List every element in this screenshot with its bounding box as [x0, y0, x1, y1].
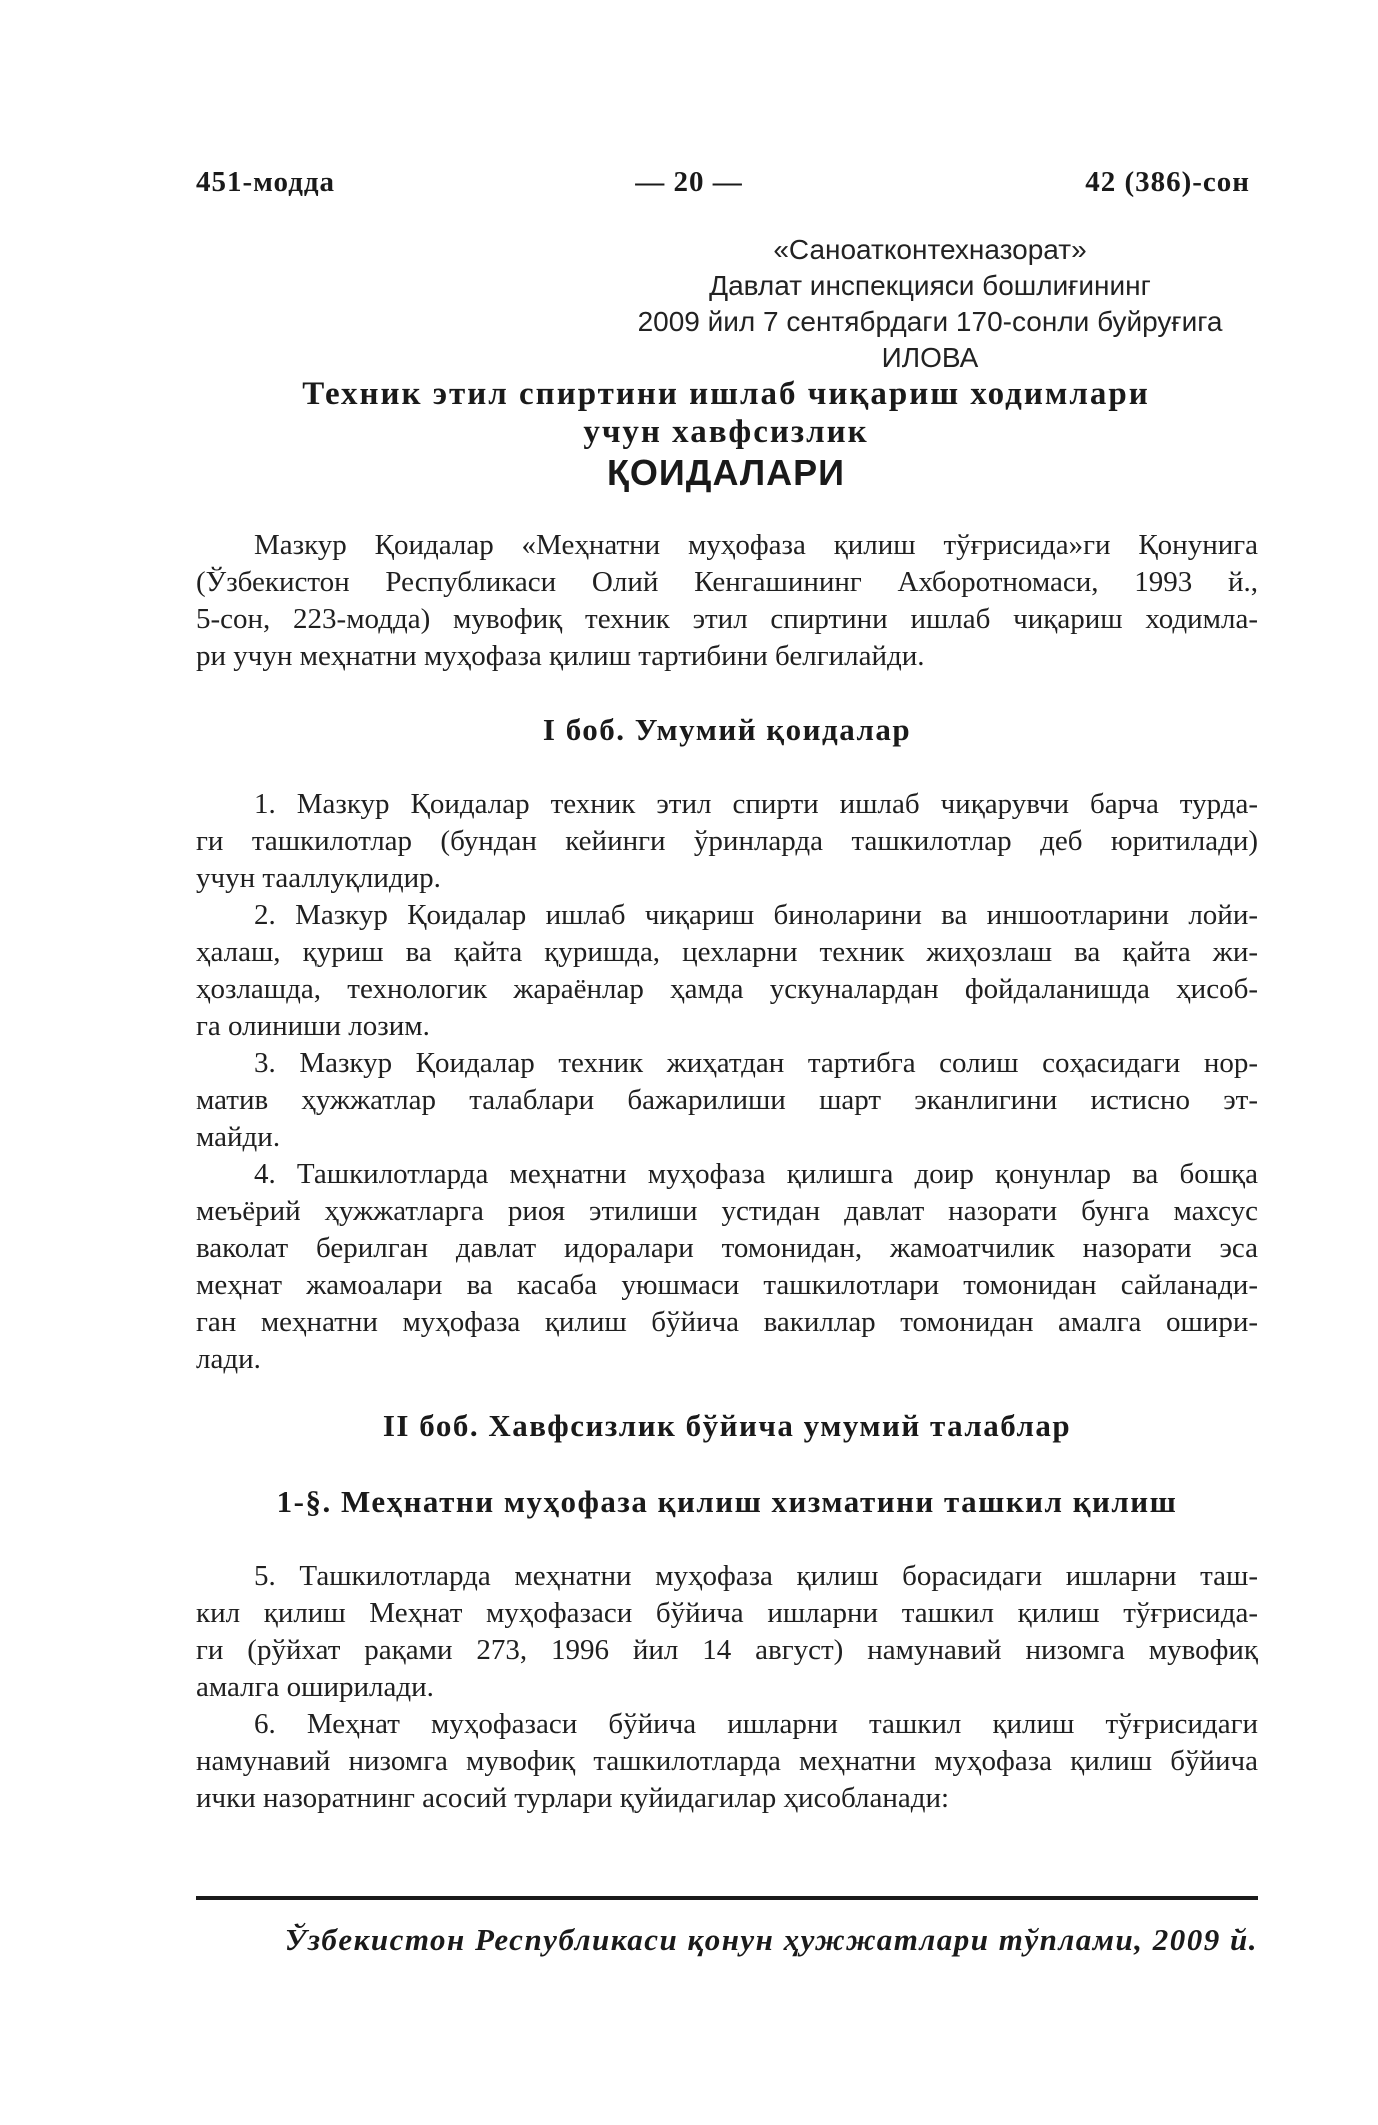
document-title-line2: учун хавфсизлик — [583, 414, 869, 450]
chapter2-heading: II боб. Хавфсизлик бўйича умумий талаблар — [382, 1408, 1072, 1443]
section1-heading: 1-§. Меҳнатни муҳофаза қилиш хизматини ташкил қилиш — [276, 1484, 1178, 1519]
text-line: 4. Ташкилотларда меҳнатни муҳофаза қилишга доир қонунлар ва бошқа — [254, 1158, 1258, 1190]
text-line: кил қилиш Меҳнат муҳофазаси бўйича ишларни ташкил қилиш тўғрисида- — [196, 1597, 1258, 1629]
text-line: матив ҳужжатлар талаблари бажарилиши шарт эканлигини истисно эт- — [196, 1084, 1258, 1116]
text-line: меҳнат жамоалари ва касаба уюшмаси ташкилотлари томонидан сайланади- — [196, 1269, 1258, 1301]
text-line: ҳалаш, қуриш ва қайта қуришда, цехларни техник жиҳозлаш ва қайта жи- — [196, 936, 1258, 968]
approval-line: ИЛОВА — [881, 342, 979, 373]
paragraph-1 — [196, 786, 1258, 897]
approval-line: «Саноатконтехназорат» — [773, 234, 1087, 265]
paragraph-6 — [196, 1706, 1258, 1817]
text-line: амалга оширилади. — [196, 1671, 434, 1703]
text-line: учун тааллуқлидир. — [196, 862, 441, 894]
text-line: Мазкур Қоидалар «Меҳнатни муҳофаза қилиш тўғрисида»ги Қонунига — [254, 529, 1258, 561]
approval-line: Давлат инспекцияси бошлиғининг — [709, 270, 1151, 301]
text-line: ваколат берилган давлат идоралари томонидан, жамоатчилик назорати эса — [196, 1232, 1258, 1264]
text-line: га олиниши лозим. — [196, 1010, 430, 1042]
text-line: ги (рўйхат рақами 273, 1996 йил 14 август) намунавий низомга мувофиқ — [196, 1634, 1258, 1666]
text-line: ги ташкилотлар (бундан кейинги ўринларда ташкилотлар деб юритилади) — [196, 825, 1258, 857]
page-number: — 20 — — [635, 166, 743, 198]
approval-block — [600, 232, 1260, 376]
chapter1-heading: I боб. Умумий қоидалар — [542, 712, 912, 747]
text-line: ҳозлашда, технологик жараёнлар ҳамда ускуналардан фойдаланишда ҳисоб- — [196, 973, 1258, 1005]
approval-line: 2009 йил 7 сентябрдаги 170-сонли буйруғига — [637, 306, 1223, 337]
text-line: 1. Мазкур Қоидалар техник этил спирти ишлаб чиқарувчи барча турда- — [254, 788, 1258, 820]
text-line: намунавий низомга мувофиқ ташкилотларда меҳнатни муҳофаза қилиш бўйича — [196, 1745, 1258, 1777]
text-line: 2. Мазкур Қоидалар ишлаб чиқариш биноларини ва иншоотларини лойи- — [254, 899, 1258, 931]
document-title-line3: ҚОИДАЛАРИ — [606, 452, 846, 493]
text-line: 3. Мазкур Қоидалар техник жиҳатдан тартибга солиш соҳасидаги нор- — [254, 1047, 1258, 1079]
paragraph-2 — [196, 897, 1258, 1045]
intro-paragraph — [196, 527, 1258, 675]
article-number: 451-модда — [196, 166, 336, 198]
text-line: 5-сон, 223-модда) мувофиқ техник этил спиртини ишлаб чиқариш ходимла- — [196, 603, 1258, 635]
text-line: 6. Меҳнат муҳофазаси бўйича ишларни ташкил қилиш тўғрисидаги — [254, 1708, 1258, 1740]
text-line: ички назоратнинг асосий турлари қуйидагилар ҳисобланади: — [196, 1782, 950, 1814]
text-line: майди. — [196, 1121, 281, 1153]
text-line: лади. — [196, 1343, 261, 1375]
text-line: ган меҳнатни муҳофаза қилиш бўйича вакиллар томонидан амалга ошири- — [196, 1306, 1258, 1338]
footer-publication: Ўзбекистон Республикаси қонун ҳужжатлари тўплами, 2009 й. — [284, 1922, 1258, 1957]
paragraph-3 — [196, 1045, 1258, 1156]
issue-number: 42 (386)-сон — [1085, 166, 1250, 198]
text-line: (Ўзбекистон Республикаси Олий Кенгашининг Ахборотномаси, 1993 й., — [196, 566, 1258, 598]
paragraph-5 — [196, 1558, 1258, 1706]
text-line: ри учун меҳнатни муҳофаза қилиш тартибини белгилайди. — [196, 640, 925, 672]
text-line: меъёрий ҳужжатларга риоя этилиши устидан давлат назорати бунга махсус — [196, 1195, 1258, 1227]
footer-divider — [196, 1896, 1258, 1900]
text-line: 5. Ташкилотларда меҳнатни муҳофаза қилиш борасидаги ишларни таш- — [254, 1560, 1258, 1592]
paragraph-4 — [196, 1156, 1258, 1378]
document-title-line1: Техник этил спиртини ишлаб чиқариш ходимлари — [302, 376, 1150, 412]
